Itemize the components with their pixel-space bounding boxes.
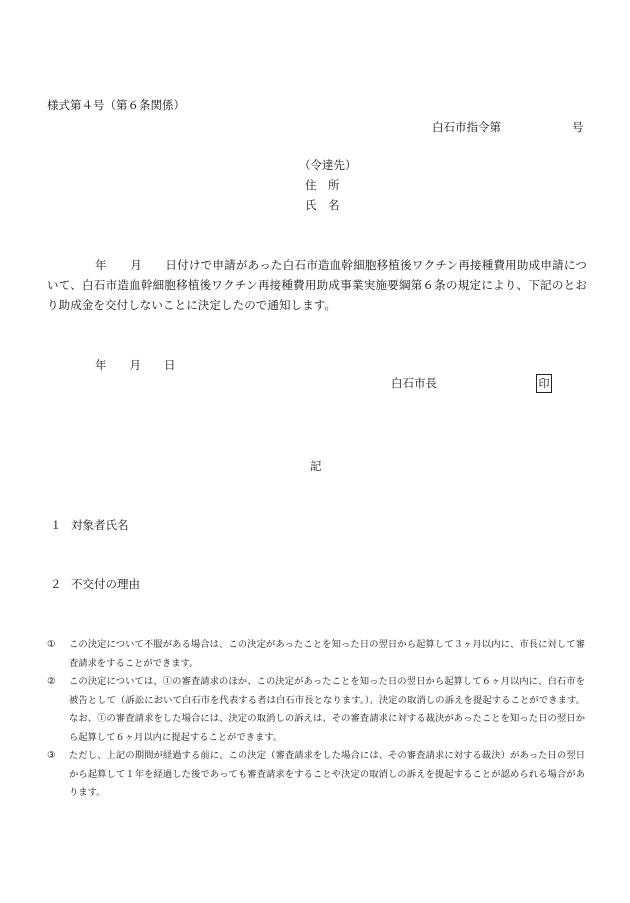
item-number-1: １: [50, 518, 62, 532]
item-number-2: ２: [50, 577, 62, 591]
addressee-label: （令達先）: [299, 158, 357, 172]
note-3: [47, 747, 585, 803]
notes-section: [47, 636, 585, 803]
note-2: [47, 673, 585, 747]
note-mark: ②: [47, 676, 56, 687]
item-label-reason: 不交付の理由: [71, 577, 140, 591]
note-text: ただし、上記の期間が経過する前に、この決定（審査請求をした場合には、その審査請求に対する裁決）があった日の翌日から起算して１年を経過した後であっても審査請求をすることや決定の取消しの訴えを提起することが認められる場合があります。: [69, 750, 585, 798]
addressee-address: 住 所: [305, 178, 340, 192]
note-text: この決定については、①の審査請求のほか、この決定があったことを知った日の翌日から起算して６ヶ月以内に、白石市を被告として（訴訟において白石市を代表する者は白石市長となります。）、決定の取消しの訴えを提起することができます。なお、①の審査請求をした場合には、決定の取消しの訴えは、その審査請求に対する裁決があったことを知った日の翌日から起算して６ヶ月以内に提起することができます。: [69, 676, 585, 743]
ki-heading: 記: [310, 459, 322, 473]
form-number: 様式第４号（第６条関係）: [47, 98, 185, 112]
directive-prefix: 白石市指令第: [432, 120, 501, 134]
seal-stamp: 印: [536, 374, 552, 393]
item-label-subject-name: 対象者氏名: [71, 518, 129, 532]
note-mark: ①: [47, 639, 56, 650]
directive-suffix: 号: [572, 120, 584, 134]
addressee-name: 氏 名: [305, 198, 340, 212]
date-line: 年 月 日: [95, 358, 176, 372]
note-mark: ③: [47, 750, 56, 761]
note-1: [47, 636, 585, 673]
notice-body: 年 月 日付けで申請があった白石市造血幹細胞移植後ワクチン再接種費用助成申請について、白石市造血幹細胞移植後ワクチン再接種費用助成事業実施要綱第６条の規定により、下記のとおり助成金を交付しないことに決定したので通知します。: [47, 258, 587, 312]
note-text: この決定について不服がある場合は、この決定があったことを知った日の翌日から起算して３ヶ月以内に、市長に対して審査請求をすることができます。: [69, 639, 585, 669]
issuer-title: 白石市長: [391, 376, 437, 390]
